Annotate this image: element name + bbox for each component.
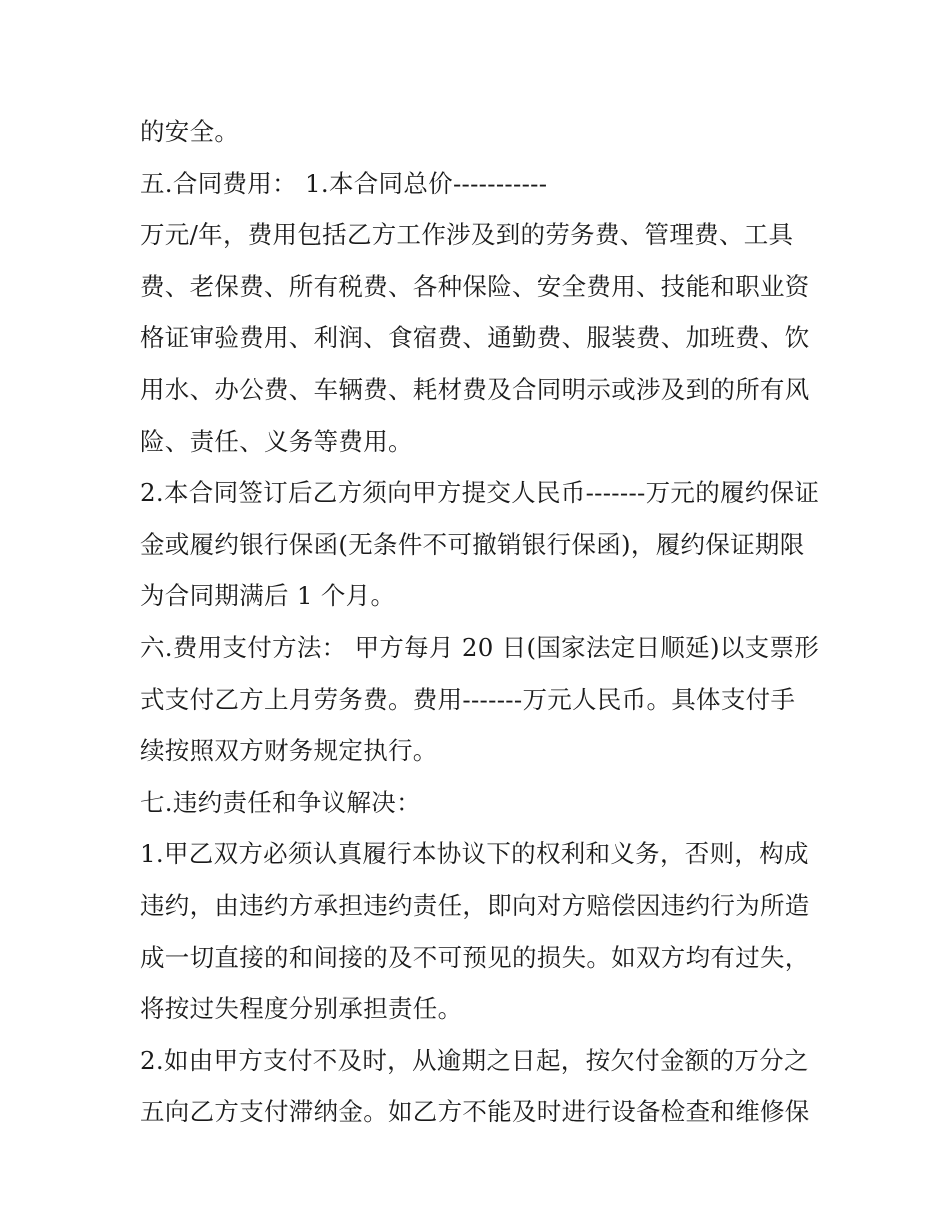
text-line: 五向乙方支付滞纳金。如乙方不能及时进行设备检查和维修保: [140, 1097, 810, 1127]
text-line: 为合同期满后 1 个月。: [140, 581, 396, 611]
text-line: 将按过失程度分别承担责任。: [140, 994, 463, 1024]
text-line: 费、老保费、所有税费、各种保险、安全费用、技能和职业资: [140, 271, 810, 301]
text-line: 金或履约银行保函(无条件不可撤销银行保函)，履约保证期限: [140, 529, 805, 559]
contract-text: [140, 106, 820, 1138]
text-line: 用水、办公费、车辆费、耗材费及合同明示或涉及到的所有风: [140, 374, 810, 404]
section-heading-fees: 五.合同费用： 1.本合同总价-----------: [140, 168, 548, 198]
text-line: 万元/年，费用包括乙方工作涉及到的劳务费、管理费、工具: [140, 220, 794, 250]
text-line: 格证审验费用、利润、食宿费、通勤费、服装费、加班费、饮: [140, 323, 810, 353]
section-heading-liability: 七.违约责任和争议解决：: [140, 787, 421, 817]
text-line: 成一切直接的和间接的及不可预见的损失。如双方均有过失，: [140, 942, 810, 972]
text-line: 的安全。: [140, 117, 240, 146]
text-line: 续按照双方财务规定执行。: [140, 736, 438, 766]
text-line: 2.本合同签订后乙方须向甲方提交人民币-------万元的履约保证: [140, 478, 820, 508]
text-line: 2.如由甲方支付不及时，从逾期之日起，按欠付金额的万分之: [140, 1045, 809, 1075]
text-line: 式支付乙方上月劳务费。费用-------万元人民币。具体支付手: [140, 684, 796, 714]
section-heading-payment: 六.费用支付方法： 甲方每月 20 日(国家法定日顺延)以支票形: [140, 632, 820, 662]
text-line: 1.甲乙双方必须认真履行本协议下的权利和义务，否则，构成: [140, 839, 809, 869]
text-line: 险、责任、义务等费用。: [140, 426, 413, 456]
text-line: 违约，由违约方承担违约责任，即向对方赔偿因违约行为所造: [140, 890, 810, 920]
